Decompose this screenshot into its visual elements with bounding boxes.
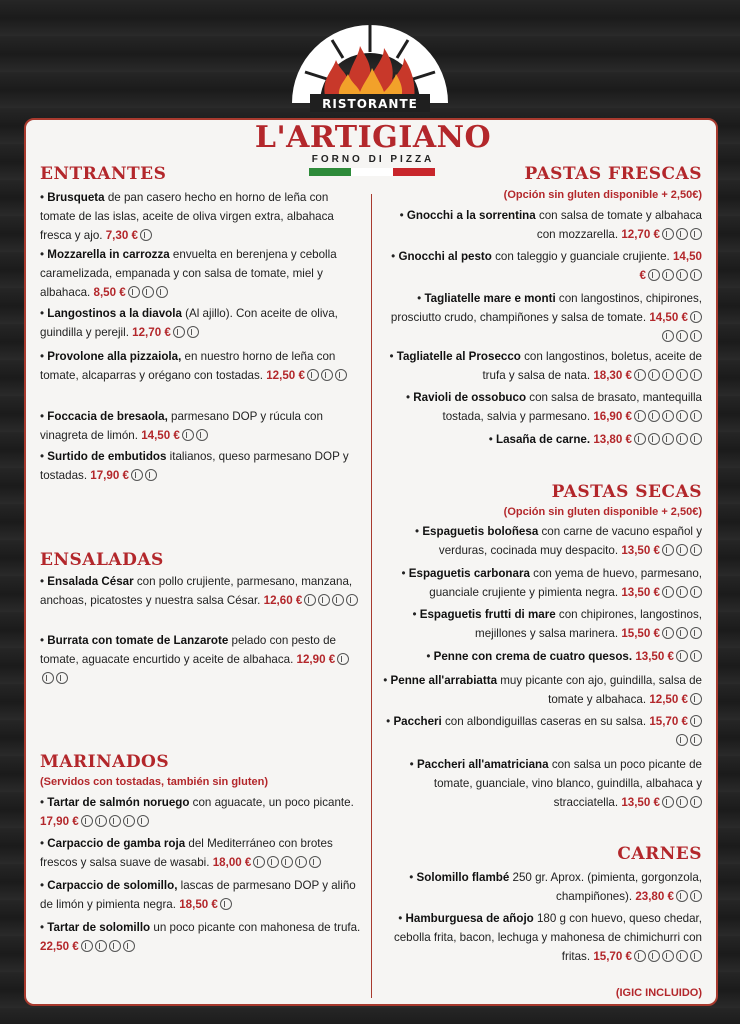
item-description: con yema de huevo, parmesano, guanciale crujiente y pimienta negra.: [429, 567, 702, 599]
item-name: Carpaccio de solomillo,: [47, 879, 178, 892]
allergen-icon: [304, 594, 316, 606]
allergen-icon: [128, 286, 140, 298]
section-title-pastas-frescas: PASTAS FRESCAS: [524, 164, 702, 184]
allergen-icon: [690, 890, 702, 902]
allergen-icon: [42, 672, 54, 684]
bullet: •: [412, 608, 420, 621]
allergen-icon: [676, 650, 688, 662]
item-price: 12,70 €: [132, 326, 171, 339]
brand-subtitle: FORNO DI PIZZA: [311, 154, 435, 165]
menu-item: [40, 304, 362, 342]
menu-item: [382, 712, 702, 750]
flag-green: [309, 168, 351, 176]
item-price: 12,70 €: [621, 228, 660, 241]
allergen-icon: [142, 286, 154, 298]
allergen-icon: [690, 369, 702, 381]
allergen-icon: [676, 544, 688, 556]
allergen-icon: [196, 429, 208, 441]
item-price: 12,50 €: [649, 693, 688, 706]
section-note-pastas-secas: (Opción sin gluten disponible + 2,50€): [503, 506, 702, 518]
menu-item: [40, 188, 362, 245]
allergen-icon: [690, 330, 702, 342]
allergen-icon: [648, 269, 660, 281]
section-note-marinados: (Servidos con tostadas, también sin gluten): [40, 776, 268, 788]
menu-item: [40, 793, 362, 831]
allergen-icon: [676, 796, 688, 808]
allergen-icon: [309, 856, 321, 868]
item-description: un poco picante con mahonesa de trufa.: [150, 921, 361, 934]
item-price: 14,50 €: [649, 311, 688, 324]
flag-red: [393, 168, 435, 176]
item-price: 15,50 €: [621, 627, 660, 640]
item-price: 13,50 €: [621, 586, 660, 599]
item-name: Paccheri all'amatriciana: [416, 758, 549, 771]
section-title-ensaladas: ENSALADAS: [40, 550, 164, 570]
allergen-icon: [662, 269, 674, 281]
allergen-icon: [634, 369, 646, 381]
bullet: •: [426, 650, 434, 663]
item-description: muy picante con ajo, guindilla, salsa de tomate y albahaca.: [497, 674, 702, 706]
item-description: con pollo crujiente, parmesano, manzana, anchoas, picatostes y nuestra salsa César.: [40, 575, 353, 607]
item-description: con aguacate, un poco picante.: [189, 796, 354, 809]
bullet: •: [409, 758, 417, 771]
item-description: con albondiguillas caseras en su salsa.: [441, 715, 650, 728]
item-name: Espaguetis carbonara: [408, 567, 530, 580]
allergen-icon: [690, 410, 702, 422]
item-description: 250 gr. Aprox. (pimienta, gorgonzola, champiñones).: [509, 871, 702, 903]
item-description: envuelta en berenjena y cebolla caramelizada, empanada y con salsa de tomate, miel y albahaca.: [40, 248, 337, 299]
item-price: 18,50 €: [179, 898, 218, 911]
item-name: Lasaña de carne.: [495, 433, 591, 446]
section-note-pastas-frescas: (Opción sin gluten disponible + 2,50€): [503, 189, 702, 201]
bullet: •: [417, 292, 425, 305]
bullet: •: [40, 634, 48, 647]
allergen-icon: [690, 627, 702, 639]
bullet: •: [386, 715, 394, 728]
bullet: •: [40, 450, 48, 463]
item-price: 16,90 €: [593, 410, 632, 423]
allergen-icon: [662, 544, 674, 556]
menu-item: [40, 918, 362, 956]
bullet: •: [488, 433, 496, 446]
allergen-icon: [690, 650, 702, 662]
menu-card: [24, 118, 718, 1006]
allergen-icon: [81, 815, 93, 827]
allergen-icon: [335, 369, 347, 381]
bullet: •: [399, 209, 407, 222]
allergen-icon: [662, 330, 674, 342]
allergen-icon: [648, 433, 660, 445]
allergen-icon: [95, 815, 107, 827]
allergen-icon: [346, 594, 358, 606]
allergen-icon: [690, 311, 702, 323]
item-price: 17,90 €: [40, 815, 79, 828]
item-price: 13,50 €: [621, 796, 660, 809]
bullet: •: [409, 871, 417, 884]
menu-item: [382, 868, 702, 906]
item-price: 8,50 €: [93, 286, 126, 299]
allergen-icon: [634, 433, 646, 445]
flag-white: [351, 168, 393, 176]
menu-item: [40, 407, 362, 445]
item-price: 7,30 €: [105, 229, 138, 242]
menu-item: [382, 522, 702, 560]
allergen-icon: [109, 940, 121, 952]
menu-item: [382, 605, 702, 643]
item-description: con langostinos, boletus, aceite de trufa y salsa de nata.: [482, 350, 702, 382]
allergen-icon: [123, 940, 135, 952]
allergen-icon: [662, 369, 674, 381]
item-description: en nuestro horno de leña con tomate, alcaparras y orégano con tostadas.: [40, 350, 336, 382]
bullet: •: [406, 391, 414, 404]
allergen-icon: [676, 330, 688, 342]
allergen-icon: [81, 940, 93, 952]
bullet: •: [40, 796, 48, 809]
item-name: Mozzarella in carrozza: [47, 248, 170, 261]
menu-item: [40, 347, 362, 385]
allergen-icon: [123, 815, 135, 827]
bullet: •: [40, 307, 48, 320]
allergen-icon: [182, 429, 194, 441]
bullet: •: [391, 250, 399, 263]
allergen-icon: [662, 228, 674, 240]
bullet: •: [40, 575, 48, 588]
menu-item: [40, 876, 362, 914]
allergen-icon: [676, 734, 688, 746]
allergen-icon: [137, 815, 149, 827]
item-price: 18,30 €: [593, 369, 632, 382]
bullet: •: [40, 410, 48, 423]
menu-item: [382, 564, 702, 602]
menu-item: [40, 572, 362, 610]
item-price: 23,80 €: [635, 890, 674, 903]
item-name: Espaguetis frutti di mare: [419, 608, 556, 621]
item-description: (Al ajillo). Con aceite de oliva, guindilla y perejil.: [40, 307, 338, 339]
menu-item: [382, 430, 702, 449]
item-description: 180 g con huevo, queso chedar, cebolla frita, bacon, lechuga y mahonesa de chimichurri con fritas.: [393, 912, 702, 963]
menu-item: [382, 388, 702, 426]
item-description: con salsa un poco picante de tomate, guanciale, vino blanco, guindilla, albahaca y stracciatella.: [433, 758, 702, 809]
item-name: Brusqueta: [47, 191, 105, 204]
allergen-icon: [281, 856, 293, 868]
menu-item: [382, 247, 702, 285]
item-price: 12,90 €: [296, 653, 336, 666]
allergen-icon: [690, 269, 702, 281]
item-name: Burrata con tomate de Lanzarote: [47, 634, 229, 647]
item-name: Surtido de embutidos: [47, 450, 167, 463]
allergen-icon: [220, 898, 232, 910]
bullet: •: [415, 525, 423, 538]
section-title-pastas-secas: PASTAS SECAS: [551, 482, 702, 502]
allergen-icon: [295, 856, 307, 868]
bullet: •: [40, 248, 48, 261]
allergen-icon: [662, 950, 674, 962]
logo-ristorante-text: RISTORANTE: [322, 97, 418, 111]
menu-item: [40, 245, 362, 302]
item-description: con salsa de tomate y albahaca con mozzarella.: [535, 209, 702, 241]
item-name: Langostinos a la diavola: [47, 307, 182, 320]
allergen-icon: [690, 950, 702, 962]
allergen-icon: [173, 326, 185, 338]
menu-item: [40, 631, 362, 688]
item-name: Gnocchi al pesto: [398, 250, 492, 263]
item-name: Solomillo flambé: [416, 871, 510, 884]
allergen-icon: [634, 950, 646, 962]
item-price: 12,50 €: [266, 369, 305, 382]
item-name: Tartar de salmón noruego: [47, 796, 190, 809]
allergen-icon: [690, 693, 702, 705]
allergen-icon: [676, 269, 688, 281]
menu-item: [382, 206, 702, 244]
allergen-icon: [676, 433, 688, 445]
allergen-icon: [56, 672, 68, 684]
item-name: Carpaccio de gamba roja: [47, 837, 186, 850]
allergen-icon: [676, 890, 688, 902]
item-price: 13,50 €: [621, 544, 660, 557]
item-description: pelado con pesto de tomate, aguacate encurtido y aceite de albahaca.: [40, 634, 336, 666]
bullet: •: [401, 567, 409, 580]
allergen-icon: [187, 326, 199, 338]
allergen-icon: [690, 228, 702, 240]
bullet: •: [389, 350, 397, 363]
item-price: 13,80 €: [593, 433, 632, 446]
allergen-icon: [318, 594, 330, 606]
allergen-icon: [648, 369, 660, 381]
italian-flag-stripe: [309, 168, 435, 176]
allergen-icon: [307, 369, 319, 381]
allergen-icon: [267, 856, 279, 868]
allergen-icon: [690, 715, 702, 727]
item-description: con chipirones, langostinos, mejillones y salsa marinera.: [475, 608, 702, 640]
item-description: de pan casero hecho en horno de leña con tomate de las islas, aceite de oliva virgen extra, albahaca fresca y ajo.: [40, 191, 334, 242]
allergen-icon: [662, 627, 674, 639]
menu-item: [40, 834, 362, 872]
item-name: Provolone alla pizzaiola,: [47, 350, 182, 363]
item-name: Hamburguesa de añojo: [405, 912, 534, 925]
item-price: 18,00 €: [212, 856, 252, 869]
item-name: Espaguetis boloñesa: [422, 525, 539, 538]
allergen-icon: [95, 940, 107, 952]
bullet: •: [40, 837, 48, 850]
allergen-icon: [676, 586, 688, 598]
brand-header: [26, 120, 718, 165]
item-description: con salsa de brasato, mantequilla tostada, salvia y parmesano.: [442, 391, 702, 423]
item-price: 12,60 €: [263, 594, 303, 607]
menu-item: [382, 347, 702, 385]
item-description: lascas de parmesano DOP y aliño de limón y pimienta negra.: [40, 879, 356, 911]
item-name: Penne con crema de cuatro quesos.: [433, 650, 633, 663]
allergen-icon: [131, 469, 143, 481]
menu-item: [382, 909, 702, 966]
allergen-icon: [676, 410, 688, 422]
item-name: Gnocchi a la sorrentina: [406, 209, 536, 222]
section-title-entrantes: ENTRANTES: [40, 164, 167, 184]
allergen-icon: [140, 229, 152, 241]
allergen-icon: [109, 815, 121, 827]
menu-item: [382, 647, 702, 666]
bullet: •: [383, 674, 391, 687]
bullet: •: [398, 912, 406, 925]
menu-item: [382, 755, 702, 812]
allergen-icon: [332, 594, 344, 606]
allergen-icon: [634, 410, 646, 422]
bullet: •: [40, 879, 48, 892]
item-name: Penne all'arrabiatta: [390, 674, 498, 687]
item-description: parmesano DOP y rúcula con vinagreta de limón.: [40, 410, 323, 442]
allergen-icon: [662, 796, 674, 808]
item-price: 15,70 €: [649, 715, 688, 728]
allergen-icon: [253, 856, 265, 868]
allergen-icon: [662, 586, 674, 598]
item-name: Tagliatelle mare e monti: [424, 292, 556, 305]
item-price: 13,50 €: [635, 650, 674, 663]
item-name: Ravioli de ossobuco: [413, 391, 527, 404]
item-description: con carne de vacuno español y verduras, cocinada muy despacito.: [438, 525, 702, 557]
allergen-icon: [690, 433, 702, 445]
item-name: Foccacia de bresaola,: [47, 410, 168, 423]
allergen-icon: [648, 950, 660, 962]
bullet: •: [40, 921, 48, 934]
menu-item: [382, 289, 702, 346]
allergen-icon: [690, 544, 702, 556]
item-price: 14,50 €: [639, 250, 702, 282]
menu-item: [382, 671, 702, 709]
bullet: •: [40, 350, 48, 363]
bullet: •: [40, 191, 48, 204]
item-price: 22,50 €: [40, 940, 79, 953]
allergen-icon: [337, 653, 349, 665]
item-price: 17,90 €: [90, 469, 129, 482]
allergen-icon: [156, 286, 168, 298]
item-name: Ensalada César: [47, 575, 134, 588]
allergen-icon: [676, 228, 688, 240]
brand-name: L'ARTIGIANO: [254, 120, 492, 155]
item-description: del Mediterráneo con brotes frescos y salsa suave de wasabi.: [40, 837, 333, 869]
allergen-icon: [690, 734, 702, 746]
section-title-marinados: MARINADOS: [40, 752, 170, 772]
igic-note: (IGIC INCLUIDO): [615, 987, 702, 999]
item-name: Paccheri: [393, 715, 442, 728]
allergen-icon: [676, 369, 688, 381]
allergen-icon: [690, 586, 702, 598]
allergen-icon: [676, 627, 688, 639]
allergen-icon: [145, 469, 157, 481]
item-description: con taleggio y guanciale crujiente.: [491, 250, 673, 263]
item-description: italianos, queso parmesano DOP y tostadas.: [40, 450, 349, 482]
item-name: Tartar de solomillo: [47, 921, 151, 934]
allergen-icon: [690, 796, 702, 808]
allergen-icon: [662, 410, 674, 422]
allergen-icon: [321, 369, 333, 381]
allergen-icon: [648, 410, 660, 422]
section-title-carnes: CARNES: [617, 844, 702, 864]
item-price: 14,50 €: [141, 429, 180, 442]
item-name: Tagliatelle al Prosecco: [396, 350, 521, 363]
menu-item: [40, 447, 362, 485]
item-description: con langostinos, chipirones, prosciutto crudo, champiñones y salsa de tomate.: [390, 292, 702, 324]
column-divider: [371, 194, 372, 998]
item-price: 15,70 €: [593, 950, 632, 963]
allergen-icon: [662, 433, 674, 445]
allergen-icon: [676, 950, 688, 962]
